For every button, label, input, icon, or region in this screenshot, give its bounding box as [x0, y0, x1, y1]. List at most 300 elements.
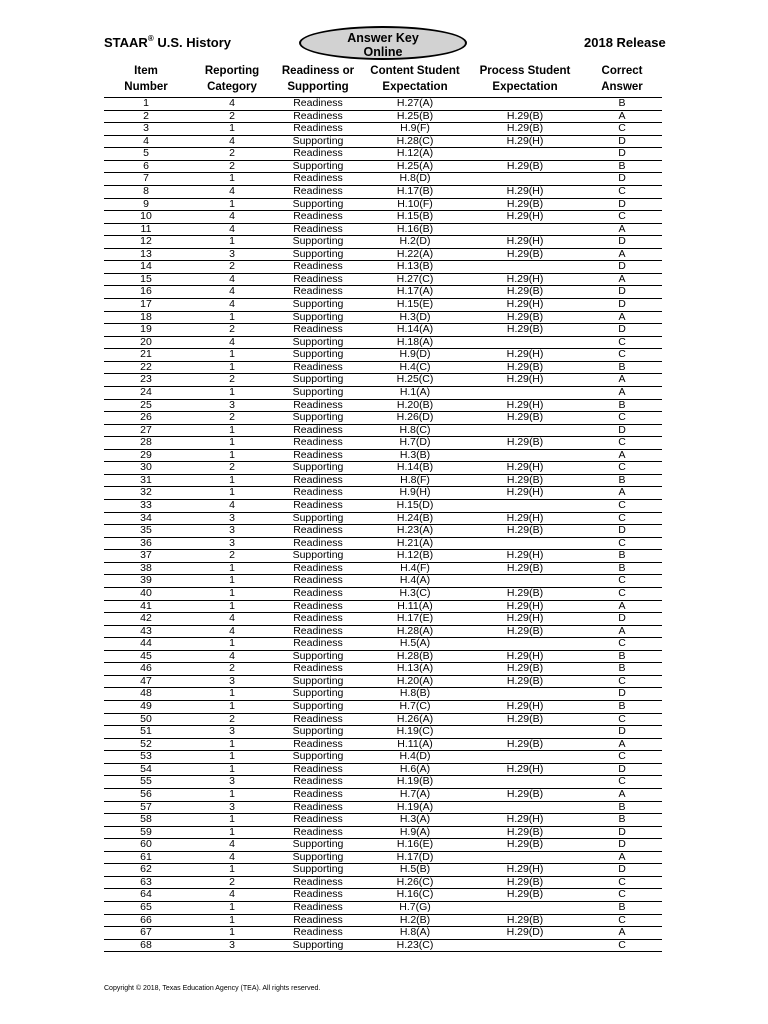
reporting-category-cell: 4	[229, 298, 235, 310]
item-number-cell: 61	[140, 850, 152, 863]
readiness-cell: Readiness	[293, 737, 343, 750]
reporting-category-cell: 3	[229, 536, 235, 549]
readiness-cell: Supporting	[292, 298, 344, 310]
readiness-cell: Readiness	[293, 662, 343, 675]
col-header-category	[190, 64, 274, 95]
correct-answer-cell: B	[618, 649, 626, 662]
reporting-category-cell: 1	[229, 687, 235, 700]
content-expectation-cell: H.23(C)	[396, 938, 434, 951]
process-expectation-cell: H.29(H)	[506, 210, 544, 223]
item-number-cell: 18	[140, 310, 152, 323]
correct-answer-cell: B	[618, 159, 626, 172]
readiness-cell: Readiness	[293, 524, 343, 537]
correct-answer-cell: C	[618, 913, 626, 926]
readiness-cell: Readiness	[293, 875, 343, 888]
readiness-cell: Readiness	[293, 762, 343, 775]
correct-answer-cell: A	[618, 737, 626, 750]
correct-answer-cell: C	[618, 637, 626, 650]
correct-answer-cell: C	[618, 511, 626, 524]
col-header-category-line1: Reporting	[204, 65, 260, 77]
item-number-cell: 65	[140, 901, 152, 913]
item-number-cell: 63	[140, 875, 152, 888]
readiness-cell: Readiness	[293, 787, 343, 800]
process-expectation-cell: H.29(B)	[506, 662, 544, 675]
correct-answer-cell: D	[618, 235, 626, 248]
process-expectation-cell: H.29(B)	[506, 159, 544, 172]
correct-answer-cell: B	[618, 97, 626, 109]
reporting-category-cell: 3	[229, 674, 235, 687]
content-expectation-cell: H.4(C)	[399, 360, 431, 373]
process-expectation-cell: H.29(B)	[506, 674, 544, 687]
content-expectation-cell: H.4(A)	[399, 574, 431, 587]
readiness-cell: Readiness	[293, 800, 343, 813]
col-header-answer-line1: Correct	[601, 65, 643, 77]
content-expectation-cell: H.16(C)	[396, 888, 434, 901]
reporting-category-cell: 1	[229, 700, 235, 712]
correct-answer-cell: C	[618, 775, 626, 788]
reporting-category-cell: 2	[229, 461, 235, 474]
correct-answer-cell: A	[618, 310, 626, 323]
process-expectation-cell: H.29(B)	[506, 913, 544, 926]
reporting-category-cell: 2	[229, 662, 235, 675]
content-expectation-cell: H.8(D)	[399, 172, 431, 185]
content-expectation-cell: H.12(B)	[396, 549, 434, 562]
item-number-cell: 6	[143, 159, 149, 172]
item-number-cell: 2	[143, 109, 149, 122]
correct-answer-cell: B	[618, 901, 626, 913]
reporting-category-cell: 4	[229, 285, 235, 298]
content-expectation-cell: H.27(A)	[396, 97, 434, 109]
correct-answer-cell: A	[618, 624, 626, 637]
correct-answer-cell: C	[618, 184, 626, 197]
item-number-cell: 12	[140, 235, 152, 248]
correct-answer-cell: A	[618, 599, 626, 612]
process-expectation-cell: H.29(B)	[506, 787, 544, 800]
reporting-category-cell: 1	[229, 599, 235, 612]
readiness-cell: Supporting	[292, 511, 344, 524]
content-expectation-cell: H.5(B)	[399, 863, 431, 876]
reporting-category-cell: 1	[229, 637, 235, 650]
reporting-category-cell: 1	[229, 762, 235, 775]
process-expectation-cell: H.29(H)	[506, 272, 544, 285]
content-expectation-cell: H.25(A)	[396, 159, 434, 172]
reporting-category-cell: 2	[229, 323, 235, 336]
content-expectation-cell: H.14(B)	[396, 461, 434, 474]
readiness-cell: Readiness	[293, 901, 343, 913]
readiness-cell: Supporting	[292, 863, 344, 876]
content-expectation-cell: H.3(C)	[399, 586, 431, 599]
item-number-cell: 59	[140, 825, 152, 838]
content-expectation-cell: H.26(C)	[396, 875, 434, 888]
item-number-cell: 48	[140, 687, 152, 700]
table-row	[0, 940, 768, 953]
reporting-category-cell: 1	[229, 235, 235, 248]
readiness-cell: Supporting	[292, 938, 344, 951]
process-expectation-cell: H.29(B)	[506, 875, 544, 888]
readiness-cell: Readiness	[293, 473, 343, 486]
item-number-cell: 19	[140, 323, 152, 336]
col-header-process	[470, 64, 580, 95]
correct-answer-cell: D	[618, 612, 626, 625]
reporting-category-cell: 4	[229, 272, 235, 285]
correct-answer-cell: A	[618, 272, 626, 285]
reporting-category-cell: 1	[229, 385, 235, 398]
readiness-cell: Supporting	[292, 385, 344, 398]
correct-answer-cell: C	[618, 586, 626, 599]
process-expectation-cell: H.29(B)	[506, 323, 544, 336]
process-expectation-cell: H.29(H)	[506, 398, 544, 411]
item-number-cell: 11	[140, 222, 152, 235]
content-expectation-cell: H.8(A)	[399, 926, 431, 939]
content-expectation-cell: H.25(B)	[396, 109, 434, 122]
readiness-cell: Readiness	[293, 712, 343, 725]
content-expectation-cell: H.6(A)	[399, 762, 431, 775]
reporting-category-cell: 4	[229, 499, 235, 511]
reporting-category-cell: 1	[229, 863, 235, 876]
process-expectation-cell: H.29(H)	[506, 348, 544, 361]
item-number-cell: 28	[140, 436, 152, 449]
col-header-content	[360, 64, 470, 95]
item-number-cell: 8	[143, 184, 149, 197]
content-expectation-cell: H.9(D)	[399, 348, 431, 361]
content-expectation-cell: H.13(B)	[396, 260, 434, 273]
reporting-category-cell: 2	[229, 875, 235, 888]
readiness-cell: Readiness	[293, 888, 343, 901]
content-expectation-cell: H.20(B)	[396, 398, 434, 411]
readiness-cell: Supporting	[292, 674, 344, 687]
readiness-cell: Readiness	[293, 448, 343, 461]
reporting-category-cell: 1	[229, 750, 235, 763]
reporting-category-cell: 1	[229, 574, 235, 587]
content-expectation-cell: H.9(F)	[400, 122, 430, 135]
process-expectation-cell: H.29(B)	[506, 561, 544, 574]
correct-answer-cell: C	[618, 750, 626, 763]
reporting-category-cell: 1	[229, 913, 235, 926]
reporting-category-cell: 4	[229, 184, 235, 197]
reporting-category-cell: 4	[229, 850, 235, 863]
title-subject: U.S. History	[153, 35, 232, 50]
reporting-category-cell: 4	[229, 222, 235, 235]
correct-answer-cell: C	[618, 411, 626, 424]
correct-answer-cell: D	[618, 323, 626, 336]
content-expectation-cell: H.8(F)	[400, 473, 430, 486]
content-expectation-cell: H.15(E)	[396, 298, 434, 310]
readiness-cell: Supporting	[292, 310, 344, 323]
readiness-cell: Supporting	[292, 348, 344, 361]
readiness-cell: Readiness	[293, 222, 343, 235]
readiness-cell: Readiness	[293, 436, 343, 449]
readiness-cell: Readiness	[293, 561, 343, 574]
readiness-cell: Supporting	[292, 373, 344, 386]
correct-answer-cell: B	[618, 800, 626, 813]
readiness-cell: Readiness	[293, 184, 343, 197]
process-expectation-cell: H.29(B)	[506, 197, 544, 210]
item-number-cell: 44	[140, 637, 152, 650]
process-expectation-cell: H.29(H)	[506, 549, 544, 562]
content-expectation-cell: H.9(H)	[399, 486, 431, 499]
readiness-cell: Readiness	[293, 172, 343, 185]
copyright-footer: Copyright © 2018, Texas Education Agency (TEA). All rights reserved.	[104, 985, 321, 992]
reporting-category-cell: 2	[229, 373, 235, 386]
readiness-cell: Readiness	[293, 612, 343, 625]
reporting-category-cell: 2	[229, 109, 235, 122]
readiness-cell: Supporting	[292, 335, 344, 348]
readiness-cell: Readiness	[293, 122, 343, 135]
item-number-cell: 35	[140, 524, 152, 537]
readiness-cell: Readiness	[293, 398, 343, 411]
content-expectation-cell: H.22(A)	[396, 247, 434, 260]
content-expectation-cell: H.25(C)	[396, 373, 434, 386]
correct-answer-cell: D	[618, 260, 626, 273]
reporting-category-cell: 4	[229, 612, 235, 625]
content-expectation-cell: H.7(D)	[399, 436, 431, 449]
badge-line-2: Online	[363, 45, 403, 59]
correct-answer-cell: C	[618, 574, 626, 587]
readiness-cell: Readiness	[293, 272, 343, 285]
process-expectation-cell: H.29(H)	[506, 373, 544, 386]
title-prefix: STAAR	[104, 35, 148, 50]
correct-answer-cell: B	[618, 549, 626, 562]
content-expectation-cell: H.17(D)	[396, 850, 434, 863]
item-number-cell: 27	[140, 423, 152, 436]
content-expectation-cell: H.28(C)	[396, 134, 434, 147]
reporting-category-cell: 1	[229, 561, 235, 574]
readiness-cell: Readiness	[293, 825, 343, 838]
item-number-cell: 66	[140, 913, 152, 926]
item-number-cell: 15	[140, 272, 152, 285]
reporting-category-cell: 2	[229, 411, 235, 424]
col-header-readiness-line1: Readiness or	[281, 65, 355, 77]
item-number-cell: 23	[140, 373, 152, 386]
process-expectation-cell: H.29(B)	[506, 310, 544, 323]
correct-answer-cell: C	[618, 888, 626, 901]
item-number-cell: 1	[143, 97, 149, 109]
readiness-cell: Readiness	[293, 97, 343, 109]
readiness-cell: Readiness	[293, 574, 343, 587]
reporting-category-cell: 2	[229, 712, 235, 725]
content-expectation-cell: H.19(B)	[396, 775, 434, 788]
item-number-cell: 49	[140, 700, 152, 712]
item-number-cell: 7	[143, 172, 149, 185]
reporting-category-cell: 4	[229, 97, 235, 109]
content-expectation-cell: H.27(C)	[396, 272, 434, 285]
content-expectation-cell: H.12(A)	[396, 147, 434, 160]
readiness-cell: Readiness	[293, 499, 343, 511]
item-number-cell: 36	[140, 536, 152, 549]
reporting-category-cell: 3	[229, 524, 235, 537]
reporting-category-cell: 1	[229, 926, 235, 939]
process-expectation-cell: H.29(B)	[506, 712, 544, 725]
process-expectation-cell: H.29(H)	[506, 599, 544, 612]
item-number-cell: 40	[140, 586, 152, 599]
readiness-cell: Readiness	[293, 109, 343, 122]
correct-answer-cell: A	[618, 486, 626, 499]
process-expectation-cell: H.29(H)	[506, 486, 544, 499]
item-number-cell: 20	[140, 335, 152, 348]
reporting-category-cell: 3	[229, 938, 235, 951]
correct-answer-cell: C	[618, 436, 626, 449]
content-expectation-cell: H.7(G)	[399, 901, 431, 913]
item-number-cell: 37	[140, 549, 152, 562]
readiness-cell: Readiness	[293, 210, 343, 223]
readiness-cell: Readiness	[293, 147, 343, 160]
readiness-cell: Readiness	[293, 599, 343, 612]
correct-answer-cell: A	[618, 222, 626, 235]
content-expectation-cell: H.17(E)	[396, 612, 434, 625]
item-number-cell: 54	[140, 762, 152, 775]
correct-answer-cell: C	[618, 536, 626, 549]
correct-answer-cell: C	[618, 875, 626, 888]
content-expectation-cell: H.28(A)	[396, 624, 434, 637]
correct-answer-cell: D	[618, 134, 626, 147]
process-expectation-cell: H.29(H)	[506, 762, 544, 775]
process-expectation-cell: H.29(B)	[506, 247, 544, 260]
reporting-category-cell: 1	[229, 436, 235, 449]
item-number-cell: 45	[140, 649, 152, 662]
item-number-cell: 24	[140, 385, 152, 398]
readiness-cell: Readiness	[293, 423, 343, 436]
col-header-answer-line2: Answer	[601, 80, 643, 93]
process-expectation-cell: H.29(H)	[506, 700, 544, 712]
process-expectation-cell: H.29(H)	[506, 863, 544, 876]
readiness-cell: Readiness	[293, 536, 343, 549]
content-expectation-cell: H.7(C)	[399, 700, 431, 712]
reporting-category-cell: 4	[229, 838, 235, 851]
item-number-cell: 62	[140, 863, 152, 876]
item-number-cell: 14	[140, 260, 152, 273]
correct-answer-cell: A	[618, 109, 626, 122]
reporting-category-cell: 1	[229, 787, 235, 800]
col-header-category-line2: Category	[207, 80, 257, 93]
col-header-content-line1: Content Student	[370, 65, 460, 77]
item-number-cell: 16	[140, 285, 152, 298]
reporting-category-cell: 1	[229, 172, 235, 185]
reporting-category-cell: 2	[229, 159, 235, 172]
content-expectation-cell: H.2(B)	[399, 913, 431, 926]
content-expectation-cell: H.11(A)	[397, 599, 433, 612]
correct-answer-cell: A	[618, 926, 626, 939]
item-number-cell: 32	[140, 486, 152, 499]
content-expectation-cell: H.17(B)	[396, 184, 434, 197]
reporting-category-cell: 1	[229, 473, 235, 486]
content-expectation-cell: H.1(A)	[399, 385, 431, 398]
correct-answer-cell: D	[618, 687, 626, 700]
readiness-cell: Readiness	[293, 913, 343, 926]
item-number-cell: 46	[140, 662, 152, 675]
reporting-category-cell: 1	[229, 825, 235, 838]
readiness-cell: Supporting	[292, 838, 344, 851]
reporting-category-cell: 4	[229, 888, 235, 901]
correct-answer-cell: C	[618, 210, 626, 223]
reporting-category-cell: 3	[229, 398, 235, 411]
content-expectation-cell: H.13(A)	[396, 662, 434, 675]
correct-answer-cell: D	[618, 197, 626, 210]
correct-answer-cell: D	[618, 762, 626, 775]
correct-answer-cell: D	[618, 147, 626, 160]
reporting-category-cell: 2	[229, 147, 235, 160]
reporting-category-cell: 1	[229, 586, 235, 599]
item-number-cell: 64	[140, 888, 152, 901]
reporting-category-cell: 4	[229, 649, 235, 662]
readiness-cell: Readiness	[293, 624, 343, 637]
reporting-category-cell: 4	[229, 210, 235, 223]
readiness-cell: Supporting	[292, 235, 344, 248]
content-expectation-cell: H.5(A)	[399, 637, 431, 650]
reporting-category-cell: 1	[229, 348, 235, 361]
reporting-category-cell: 3	[229, 800, 235, 813]
process-expectation-cell: H.29(H)	[506, 649, 544, 662]
registered-mark: ®	[147, 34, 154, 43]
content-expectation-cell: H.16(B)	[396, 222, 434, 235]
readiness-cell: Supporting	[292, 549, 344, 562]
content-expectation-cell: H.2(D)	[399, 235, 431, 248]
process-expectation-cell: H.29(B)	[506, 473, 544, 486]
reporting-category-cell: 4	[229, 335, 235, 348]
correct-answer-cell: C	[618, 499, 626, 511]
item-number-cell: 53	[140, 750, 152, 763]
item-number-cell: 29	[140, 448, 152, 461]
item-number-cell: 3	[143, 122, 149, 135]
correct-answer-cell: A	[618, 373, 626, 386]
correct-answer-cell: D	[618, 524, 626, 537]
item-number-cell: 57	[140, 800, 152, 813]
reporting-category-cell: 1	[229, 310, 235, 323]
process-expectation-cell: H.29(B)	[506, 737, 544, 750]
process-expectation-cell: H.29(H)	[506, 511, 544, 524]
item-number-cell: 30	[140, 461, 152, 474]
item-number-cell: 58	[140, 813, 152, 826]
correct-answer-cell: B	[618, 813, 626, 826]
correct-answer-cell: D	[618, 725, 626, 738]
correct-answer-cell: C	[618, 348, 626, 361]
content-expectation-cell: H.3(A)	[399, 813, 431, 826]
item-number-cell: 9	[143, 197, 149, 210]
process-expectation-cell: H.29(B)	[506, 825, 544, 838]
content-expectation-cell: H.3(D)	[399, 310, 431, 323]
reporting-category-cell: 2	[229, 549, 235, 562]
content-expectation-cell: H.23(A)	[396, 524, 434, 537]
readiness-cell: Supporting	[292, 850, 344, 863]
process-expectation-cell: H.29(B)	[506, 436, 544, 449]
content-expectation-cell: H.14(A)	[396, 323, 434, 336]
col-header-readiness	[270, 64, 366, 95]
content-expectation-cell: H.20(A)	[396, 674, 434, 687]
reporting-category-cell: 4	[229, 624, 235, 637]
content-expectation-cell: H.16(E)	[396, 838, 434, 851]
content-expectation-cell: H.24(B)	[396, 511, 434, 524]
content-expectation-cell: H.17(A)	[396, 285, 434, 298]
reporting-category-cell: 1	[229, 122, 235, 135]
correct-answer-cell: B	[618, 561, 626, 574]
correct-answer-cell: C	[618, 712, 626, 725]
item-number-cell: 22	[140, 360, 152, 373]
item-number-cell: 41	[140, 599, 152, 612]
correct-answer-cell: C	[618, 122, 626, 135]
item-number-cell: 21	[140, 348, 152, 361]
correct-answer-cell: D	[618, 285, 626, 298]
process-expectation-cell: H.29(B)	[506, 109, 544, 122]
readiness-cell: Readiness	[293, 586, 343, 599]
content-expectation-cell: H.26(A)	[396, 712, 434, 725]
correct-answer-cell: D	[618, 838, 626, 851]
reporting-category-cell: 1	[229, 423, 235, 436]
correct-answer-cell: D	[618, 298, 626, 310]
process-expectation-cell: H.29(B)	[506, 624, 544, 637]
readiness-cell: Readiness	[293, 323, 343, 336]
release-label: 2018 Release	[584, 35, 666, 50]
process-expectation-cell: H.29(D)	[506, 926, 544, 939]
process-expectation-cell: H.29(B)	[506, 411, 544, 424]
